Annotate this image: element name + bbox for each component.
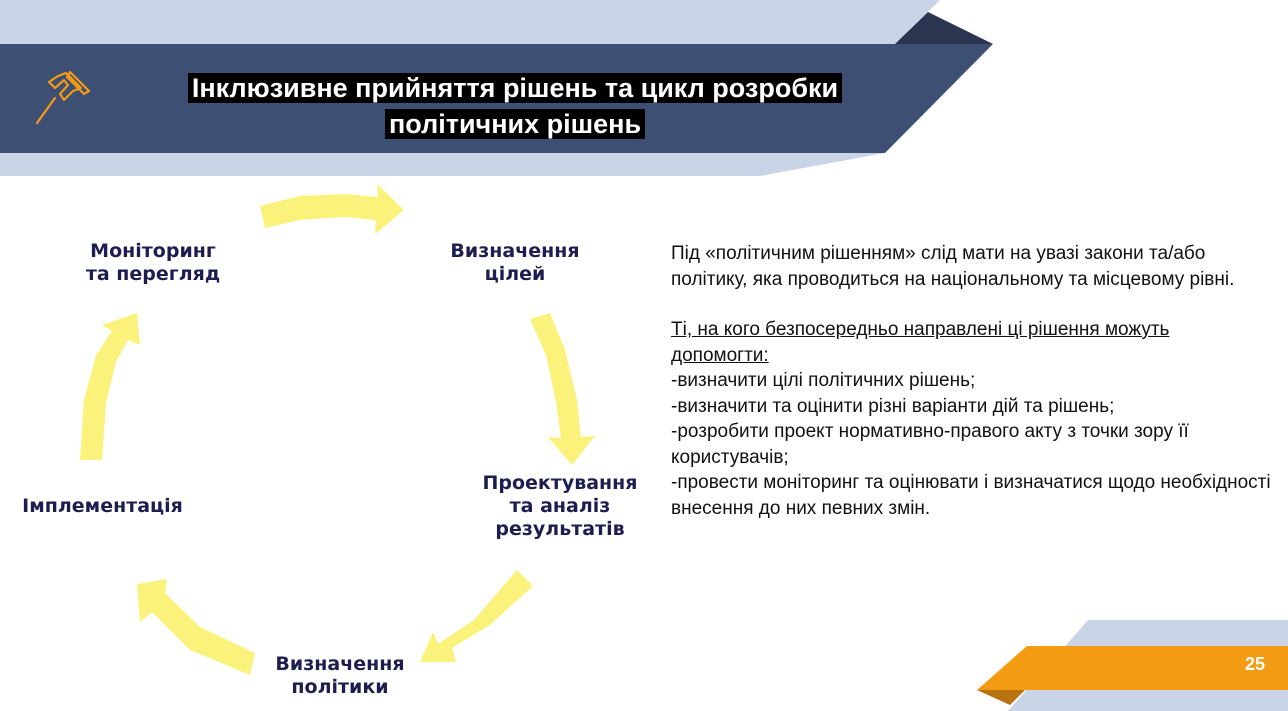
list-item: -визначити цілі політичних рішень; [671, 370, 976, 391]
description-text [671, 241, 1271, 521]
slide-title-line-1: Інклюзивне прийняття рішень та цикл розробки [188, 73, 842, 103]
subheading: Ті, на кого безпосередньо направлені ці рішення можуть допомогти: [671, 319, 1170, 366]
slide-title-line-2: політичних рішень [385, 109, 645, 139]
cycle-arrow-bottom-right [420, 570, 533, 662]
list-item: -визначити та оцінити різні варіанти дій та рішень; [671, 395, 1115, 417]
banner-lower-band [0, 153, 885, 176]
stage-label-design: Проектування та аналіз результатів [482, 472, 638, 540]
slide-title [120, 70, 910, 142]
paragraph-gap [671, 292, 1271, 317]
intro-paragraph: Під «політичним рішенням» слід мати на увазі закони та/або політику, яка проводиться на національному та місцевому рівні. [671, 243, 1235, 290]
stage-label-monitoring: Моніторинг та перегляд [85, 240, 221, 285]
list-item: -розробити проект нормативно-правого акту з точки зору її користувачів; [671, 421, 1189, 468]
cycle-arrow-top [260, 184, 404, 234]
page-number: 25 [1244, 654, 1266, 674]
cycle-arrow-left [80, 313, 140, 460]
stage-label-goals: Визначення цілей [450, 240, 580, 285]
list-item: -провести моніторинг та оцінювати і визначатися щодо необхідності внесення до них певних змін. [671, 472, 1271, 519]
banner-light-band [0, 0, 940, 44]
stage-label-implementation: Імплементація [22, 495, 183, 517]
cycle-arrow-right [530, 313, 595, 465]
cycle-arrow-bottom-left [137, 579, 255, 675]
stage-label-policy: Визначення політики [275, 653, 405, 698]
